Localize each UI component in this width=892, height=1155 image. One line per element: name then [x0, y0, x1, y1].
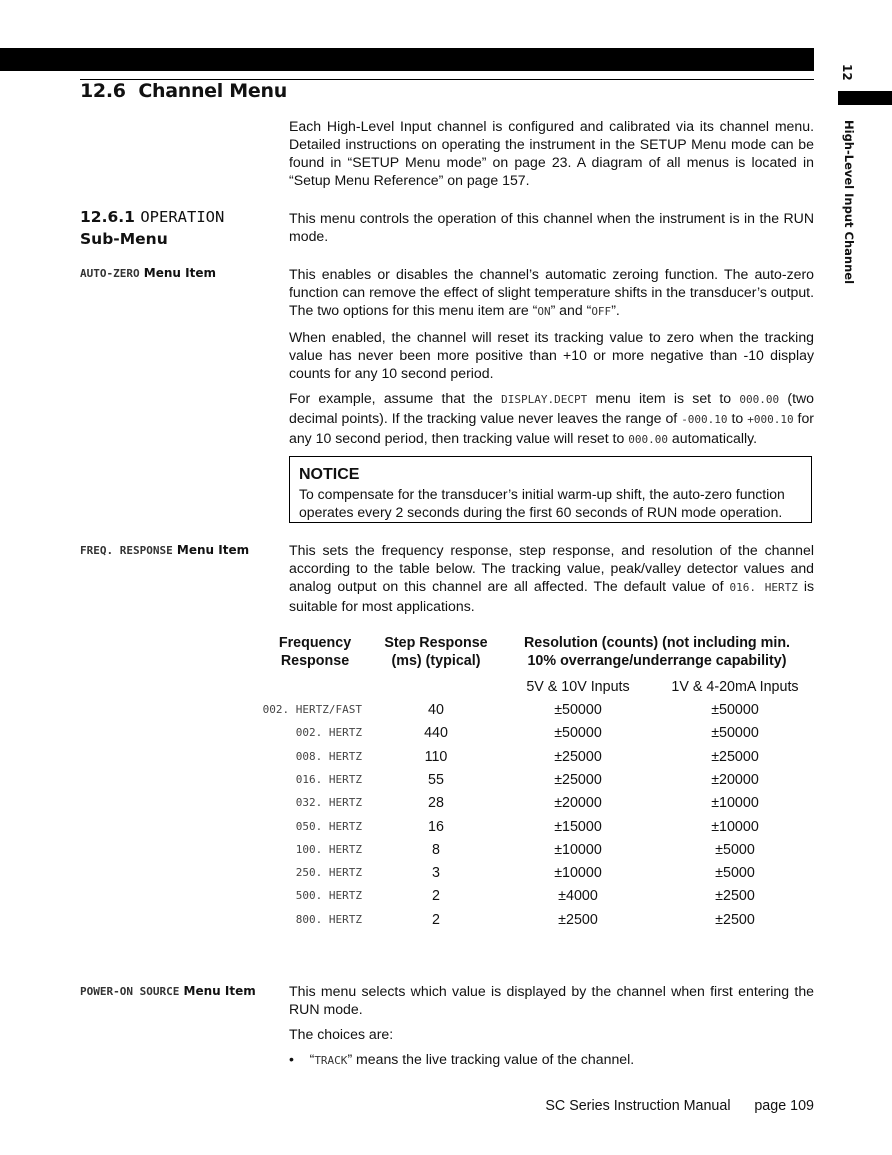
cell-resolution-1v-4-20ma: ±50000 — [711, 725, 759, 741]
autozero-off-code: OFF — [591, 305, 612, 318]
cell-frequency: 032. HERTZ — [295, 796, 362, 809]
autozero-p1 — [289, 265, 814, 321]
freq-default-code: 016. HERTZ — [729, 581, 798, 594]
subsection-desc — [289, 209, 814, 245]
cell-resolution-5v-10v: ±50000 — [554, 725, 602, 741]
track-code: TRACK — [314, 1054, 348, 1067]
bullet-dot: • — [289, 1051, 294, 1067]
poweron-choices — [289, 1050, 814, 1070]
autozero-suffix: Menu Item — [143, 266, 216, 280]
cell-resolution-1v-4-20ma: ±2500 — [715, 912, 755, 928]
freq-label — [80, 543, 249, 557]
cell-resolution-5v-10v: ±10000 — [554, 865, 602, 881]
cell-step-response: 110 — [424, 749, 448, 765]
display-decpt-code: DISPLAY.DECPT — [501, 393, 588, 406]
table-subheader-1v-4-20ma: 1V & 4-20mA Inputs — [671, 679, 799, 695]
freq-suffix: Menu Item — [176, 543, 250, 557]
cell-frequency: 002. HERTZ — [295, 726, 362, 739]
cell-resolution-1v-4-20ma: ±25000 — [711, 749, 759, 765]
cell-resolution-5v-10v: ±50000 — [554, 702, 602, 718]
autozero-p3-b: menu item is set to — [587, 390, 740, 406]
chapter-tab-label: High-Level Input Channel — [842, 120, 856, 285]
poweron-body — [289, 982, 814, 1070]
cell-resolution-1v-4-20ma: ±5000 — [715, 865, 755, 881]
autozero-p1-c: ”. — [611, 302, 620, 318]
autozero-p3-e: for any 10 second period, then tracking value will reset to — [289, 410, 814, 446]
cell-resolution-5v-10v: ±25000 — [554, 749, 602, 765]
cell-resolution-5v-10v: ±25000 — [554, 772, 602, 788]
cell-frequency: 050. HERTZ — [295, 820, 362, 833]
section-title: Channel Menu — [138, 80, 287, 102]
freq-body — [289, 541, 814, 615]
cell-resolution-1v-4-20ma: ±20000 — [711, 772, 759, 788]
section-intro-text: Each High-Level Input channel is configured and calibrated via its channel menu. Detailed instructions on operating the instrument in the SETUP Menu mode can be found in “SETUP Menu mode” on page 23. A diagram of all menus is located in “Setup Menu Reference” on page 157. — [289, 118, 814, 188]
cell-step-response: 440 — [424, 725, 448, 741]
cell-frequency: 002. HERTZ/FAST — [262, 703, 362, 716]
footer-page: page 109 — [754, 1098, 814, 1114]
footer-manual: SC Series Instruction Manual — [545, 1098, 731, 1114]
table-header-resolution: Resolution (counts) (not including min. 10% overrange/underrange capability) — [523, 635, 791, 669]
header-bar — [0, 48, 814, 71]
cell-resolution-5v-10v: ±15000 — [554, 819, 602, 835]
subsection-name: OPERATION — [140, 208, 225, 226]
chapter-tab-number: 12 — [840, 64, 854, 81]
autozero-p1-b: ” and “ — [550, 302, 592, 318]
cell-frequency: 250. HERTZ — [295, 866, 362, 879]
subsection-desc-text: This menu controls the operation of this channel when the instrument is in the RUN mode. — [289, 210, 814, 244]
poweron-suffix: Menu Item — [183, 984, 256, 998]
subsection-heading — [80, 206, 224, 250]
poweron-p1: This menu selects which value is displayed by the channel when first entering the RUN mode. — [289, 983, 814, 1017]
autozero-p3 — [289, 389, 814, 449]
cell-frequency: 500. HERTZ — [295, 889, 362, 902]
autozero-p3-a: For example, assume that the — [289, 390, 502, 406]
table-header-frequency: Frequency Response — [278, 635, 352, 669]
cell-step-response: 2 — [432, 888, 440, 904]
value-neg-code: -000.10 — [681, 413, 728, 426]
freq-p-a: This sets the frequency response, step response, and resolution of the channel according to the table below. The tracking value, peak/valley detector values and analog output on this channel are all affected. The default value of — [289, 542, 814, 594]
cell-step-response: 28 — [428, 795, 444, 811]
cell-resolution-1v-4-20ma: ±10000 — [711, 819, 759, 835]
autozero-label — [80, 266, 216, 280]
table-header-step: Step Response (ms) (typical) — [384, 635, 488, 669]
bullet-open: “ — [309, 1051, 315, 1067]
autozero-code: AUTO-ZERO — [80, 267, 140, 280]
subsection-suffix: Sub-Menu — [80, 230, 168, 248]
cell-step-response: 55 — [428, 772, 444, 788]
cell-step-response: 8 — [432, 842, 440, 858]
poweron-p2: The choices are: — [289, 1026, 394, 1042]
cell-resolution-5v-10v: ±2500 — [558, 912, 598, 928]
subsection-number: 12.6.1 — [80, 208, 135, 226]
autozero-p1-a: This enables or disables the channel’s automatic zeroing function. The auto-zero function can remove the effect of slight temperature shifts in the transducer’s output. The two options for this menu item are “ — [289, 266, 814, 318]
notice-title: NOTICE — [299, 466, 360, 483]
cell-frequency: 016. HERTZ — [295, 773, 362, 786]
autozero-p2: When enabled, the channel will reset its tracking value to zero when the tracking value has never been more positive than +10 or more negative than -10 display counts for any 10 second period. — [289, 329, 814, 381]
cell-resolution-1v-4-20ma: ±2500 — [715, 888, 755, 904]
bullet-text: ” means the live tracking value of the channel. — [347, 1051, 635, 1067]
cell-resolution-1v-4-20ma: ±10000 — [711, 795, 759, 811]
cell-resolution-1v-4-20ma: ±5000 — [715, 842, 755, 858]
poweron-code: POWER-ON SOURCE — [80, 985, 180, 998]
notice-box — [289, 456, 812, 523]
autozero-p3-d: to — [727, 410, 748, 426]
poweron-label — [80, 984, 256, 998]
cell-resolution-5v-10v: ±4000 — [558, 888, 598, 904]
notice-text: To compensate for the transducer’s initial warm-up shift, the auto-zero function operates every 2 seconds during the first 60 seconds of RUN mode operation. — [299, 486, 785, 520]
autozero-body — [289, 265, 814, 449]
page-footer — [520, 1098, 814, 1114]
section-heading — [80, 80, 287, 102]
freq-paragraph — [289, 541, 814, 615]
chapter-tab-marker — [838, 91, 892, 105]
value-code: 000.00 — [739, 393, 780, 406]
autozero-on-code: ON — [537, 305, 551, 318]
autozero-p3-c: (two decimal points). If the tracking value never leaves the range of — [289, 390, 815, 426]
cell-step-response: 16 — [428, 819, 444, 835]
value-pos-code: +000.10 — [747, 413, 794, 426]
section-number: 12.6 — [80, 80, 126, 102]
autozero-p3-f: automatically. — [667, 430, 758, 446]
cell-resolution-5v-10v: ±10000 — [554, 842, 602, 858]
table-subheader-5v-10v: 5V & 10V Inputs — [526, 679, 630, 695]
cell-frequency: 008. HERTZ — [295, 750, 362, 763]
cell-resolution-5v-10v: ±20000 — [554, 795, 602, 811]
cell-frequency: 800. HERTZ — [295, 913, 362, 926]
cell-step-response: 40 — [428, 702, 444, 718]
section-intro — [289, 117, 814, 189]
list-item — [289, 1050, 814, 1070]
cell-frequency: 100. HERTZ — [295, 843, 362, 856]
cell-resolution-1v-4-20ma: ±50000 — [711, 702, 759, 718]
value-code-2: 000.00 — [628, 433, 668, 446]
freq-code: FREQ. RESPONSE — [80, 544, 173, 557]
cell-step-response: 3 — [432, 865, 440, 881]
freq-p-b: is suitable for most applications. — [289, 578, 815, 614]
cell-step-response: 2 — [432, 912, 440, 928]
